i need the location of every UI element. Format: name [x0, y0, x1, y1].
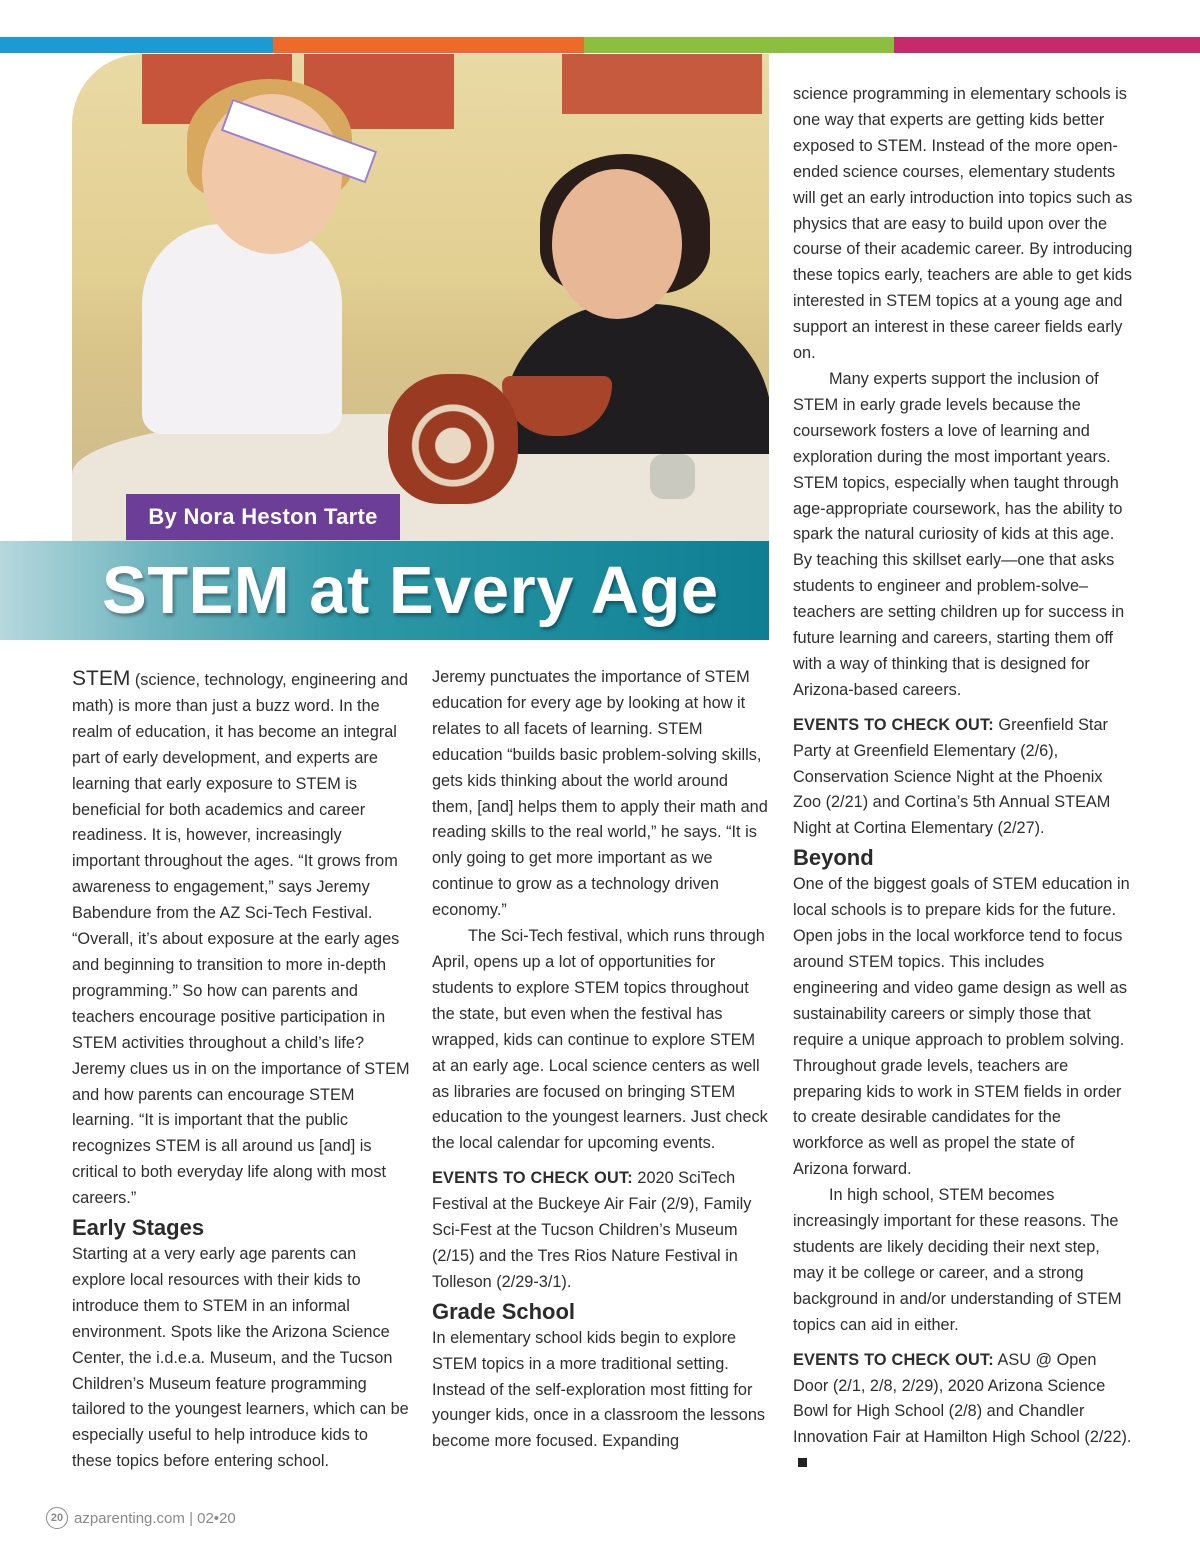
grade-school-paragraph: In elementary school kids begin to explore STEM topics in a more traditional setting. Instead of the self-exploration most fitting for younger kids, once in a classroom the lessons become more focused. Expanding	[432, 1328, 766, 1451]
events-text: 2020 SciTech Festival at the Buckeye Air Fair (2/9), Family Sci-Fest at the Tucson Children’s Museum (2/15) and the Tres Rios Nature Festival in Tolleson (2/29-3/1).	[432, 1169, 752, 1291]
events-paragraph	[793, 1348, 1133, 1478]
column-3	[793, 82, 1133, 1477]
beyond-paragraph: One of the biggest goals of STEM education in local schools is to prepare kids for the future. Open jobs in the local workforce tend to focus around STEM topics. This includes engineering and video game design as well as sustainability careers or simply those that require a unique approach to problem solving. Throughout grade levels, teachers are preparing kids to work in STEM fields in order to create desirable candidates for the workforce as well as propel the state of Arizona forward.	[793, 875, 1130, 1179]
color-stripe-bar	[0, 37, 1200, 53]
article-photo	[72, 54, 769, 544]
stripe-orange	[273, 37, 584, 53]
paragraph: science programming in elementary schools is one way that experts are getting kids better exposed to STEM. Instead of the more open-ended science courses, elementary students will get an early introduction into topics such as physics that are easy to build upon over the course of their academic career. By introducing these topics early, teachers are able to get kids interested in STEM topics at a young age and support an interest in these career fields early on.	[793, 85, 1133, 363]
stripe-green	[584, 37, 894, 53]
page-number: 20	[46, 1507, 68, 1529]
end-square-icon	[798, 1458, 807, 1467]
paragraph: Jeremy punctuates the importance of STEM education for every age by looking at how it relates to all facets of learning. STEM education “builds basic problem-solving skills, gets kids thinking about the world around them, [and] helps them to apply their math and reading skills to the real world,” he says. “It is only going to get more important as we continue to grow as a technology driven economy.”	[432, 668, 768, 920]
woman-face	[552, 169, 682, 319]
paragraph: In high school, STEM becomes increasingly important for these reasons. The students are likely deciding their next step, may it be college or career, and a strong background in and/or understanding of STEM topics can aid in either.	[793, 1186, 1122, 1334]
events-paragraph	[432, 1166, 770, 1296]
article-title: STEM at Every Age	[102, 553, 719, 628]
events-label: EVENTS TO CHECK OUT:	[432, 1169, 633, 1188]
paragraph: The Sci-Tech festival, which runs through April, opens up a lot of opportunities for students to explore STEM topics throughout the state, but even when the festival has wrapped, kids can continue to explore STEM at an early age. Local science centers as well as libraries are focused on bringing STEM education to the youngest learners. Just check the local calendar for upcoming events.	[432, 927, 768, 1153]
intro-paragraph	[72, 666, 410, 1212]
column-2	[432, 665, 770, 1455]
column-1	[72, 666, 410, 1475]
paragraph: Many experts support the inclusion of STEM in early grade levels because the coursework fosters a love of learning and exploration during the most important years. STEM topics, especially when taught through age-appropriate coursework, has the ability to spark the natural curiosity of kids at this age. By teaching this skillset early—one that asks students to engineer and problem-solve–teachers are setting children up for success in future learning and careers, starting them off with a way of thinking that is designed for Arizona-based careers.	[793, 369, 1125, 699]
pottery-cup	[650, 454, 695, 499]
footer-text: azparenting.com | 02•20	[74, 1509, 236, 1527]
intro-lead: STEM	[72, 667, 131, 690]
stripe-blue	[0, 37, 273, 53]
wall-poster	[562, 54, 762, 114]
early-stages-paragraph: Starting at a very early age parents can explore local resources with their kids to introduce them to STEM in an informal environment. Spots like the Arizona Science Center, the i.d.e.a. Museum, and the Tucson Children’s Museum feature programming tailored to the youngest learners, which can be especially useful to help introduce kids to these topics before entering school.	[72, 1245, 409, 1471]
heading-early-stages: Early Stages	[72, 1215, 205, 1241]
events-paragraph	[793, 713, 1133, 843]
events-text: ASU @ Open Door (2/1, 2/8, 2/29), 2020 Arizona Science Bowl for High School (2/8) and Chandler Innovation Fair at Hamilton High School (2/22).	[793, 1350, 1132, 1447]
pottery-vase	[388, 374, 518, 504]
page-footer	[46, 1507, 236, 1529]
intro-text: (science, technology, engineering and math) is more than just a buzz word. In the realm of education, it has become an integral part of early development, and experts are learning that early exposure to STEM is beneficial for both academics and career readiness. It is, however, increasingly important throughout the ages. “It grows from awareness to engagement,” says Jeremy Babendure from the AZ Sci-Tech Festival. “Overall, it’s about exposure at the early ages and beginning to transition to more in-depth programming.” So how can parents and teachers encourage positive participation in STEM activities throughout a child’s life? Jeremy clues us in on the importance of STEM and how parents can encourage STEM learning. “It is important that the public recognizes STEM is all around us [and] is critical to both everyday life along with most careers.”	[72, 671, 410, 1208]
stripe-magenta	[894, 37, 1200, 53]
events-label: EVENTS TO CHECK OUT:	[793, 715, 994, 734]
events-label: EVENTS TO CHECK OUT:	[793, 1350, 994, 1369]
events-text: Greenfield Star Party at Greenfield Elementary (2/6), Conservation Science Night at the Phoenix Zoo (2/21) and Cortina’s 5th Annual STEAM Night at Cortina Elementary (2/27).	[793, 715, 1111, 838]
heading-beyond: Beyond	[793, 845, 874, 871]
girl-figure	[142, 224, 342, 434]
heading-grade-school: Grade School	[432, 1298, 576, 1324]
byline: By Nora Heston Tarte	[126, 494, 400, 540]
